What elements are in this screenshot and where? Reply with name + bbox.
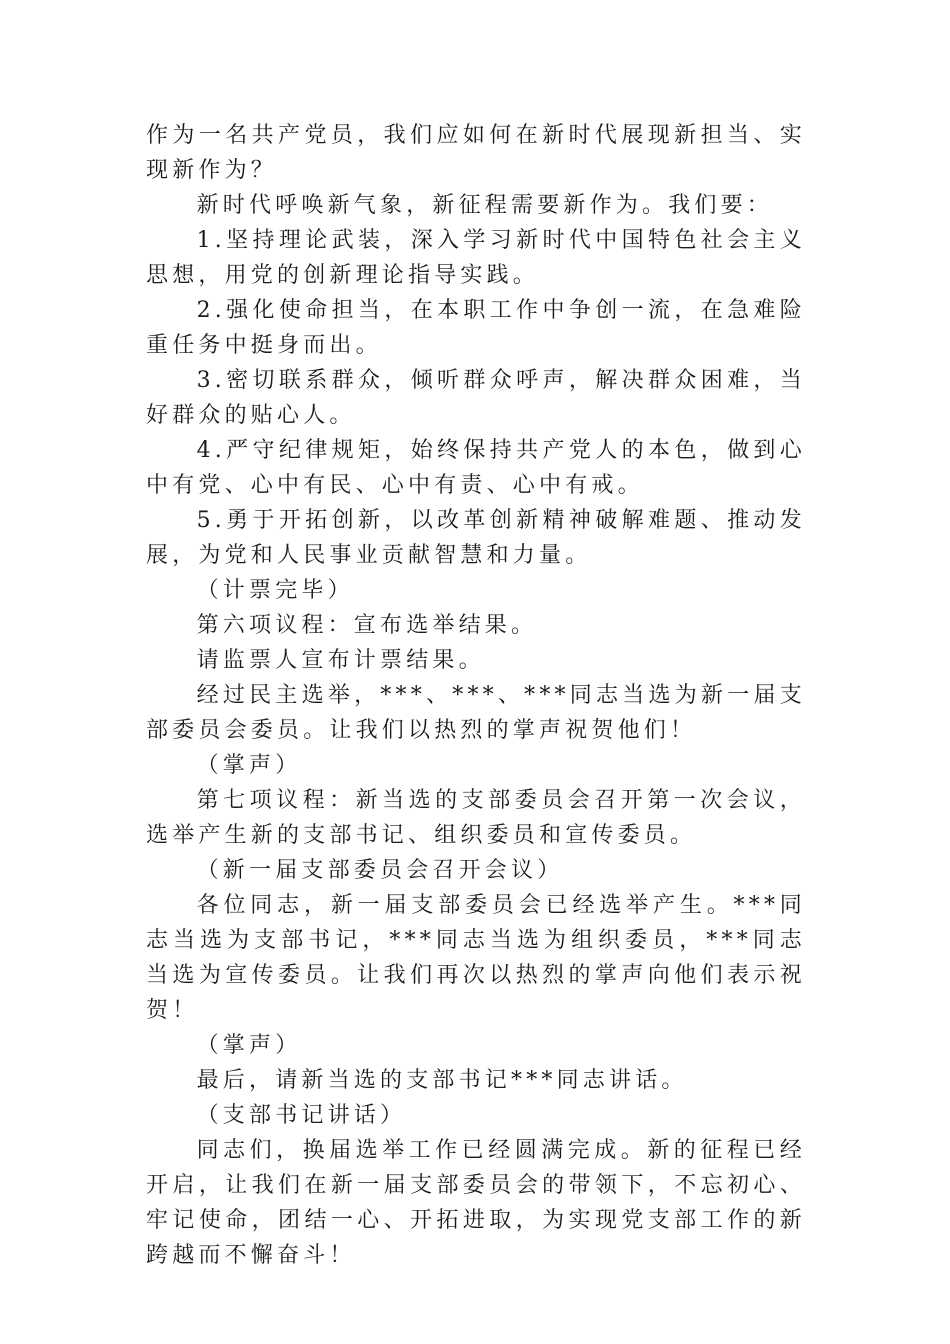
paragraph-agenda-7: 第七项议程：新当选的支部委员会召开第一次会议，选举产生新的支部书记、组织委员和宣传委员。 [146, 788, 806, 848]
paragraph-secretary-speech: （支部书记讲话） [196, 1103, 407, 1128]
paragraph-point-5: 5.勇于开拓创新，以改革创新精神破解难题、推动发展，为党和人民事业贡献智慧和力量。 [146, 508, 806, 568]
paragraph-agenda-6: 第六项议程：宣布选举结果。 [196, 613, 538, 638]
paragraph-announce-request: 请监票人宣布计票结果。 [196, 648, 485, 673]
paragraph-point-1: 1.坚持理论武装，深入学习新时代中国特色社会主义思想，用党的创新理论指导实践。 [146, 228, 806, 288]
paragraph-point-2: 2.强化使命担当，在本职工作中争创一流，在急难险重任务中挺身而出。 [146, 298, 806, 358]
paragraph-point-4: 4.严守纪律规矩，始终保持共产党人的本色，做到心中有党、心中有民、心中有责、心中有戒。 [146, 438, 806, 498]
document-page [146, 118, 806, 1273]
paragraph-vote-count-done: （计票完毕） [196, 578, 354, 603]
paragraph-applause-1: （掌声） [196, 753, 302, 778]
paragraph-election-result: 经过民主选举，***、***、***同志当选为新一届支部委员会委员。让我们以热烈的掌声祝贺他们！ [146, 683, 806, 743]
paragraph-closing: 同志们，换届选举工作已经圆满完成。新的征程已经开启，让我们在新一届支部委员会的带领下，不忘初心、牢记使命，团结一心、开拓进取，为实现党支部工作的新跨越而不懈奋斗！ [146, 1138, 806, 1268]
paragraph-committee-meeting: （新一届支部委员会召开会议） [196, 858, 564, 883]
paragraph-secretary-speech-invite: 最后，请新当选的支部书记***同志讲话。 [196, 1068, 688, 1093]
paragraph-new-committee: 各位同志，新一届支部委员会已经选举产生。***同志当选为支部书记，***同志当选为组织委员，***同志当选为宣传委员。让我们再次以热烈的掌声向他们表示祝贺！ [146, 893, 806, 1023]
paragraph-point-3: 3.密切联系群众，倾听群众呼声，解决群众困难，当好群众的贴心人。 [146, 368, 806, 428]
paragraph-intro: 新时代呼唤新气象，新征程需要新作为。我们要： [196, 193, 773, 218]
paragraph-applause-2: （掌声） [196, 1033, 302, 1058]
paragraph-question: 作为一名共产党员，我们应如何在新时代展现新担当、实现新作为？ [146, 123, 806, 183]
